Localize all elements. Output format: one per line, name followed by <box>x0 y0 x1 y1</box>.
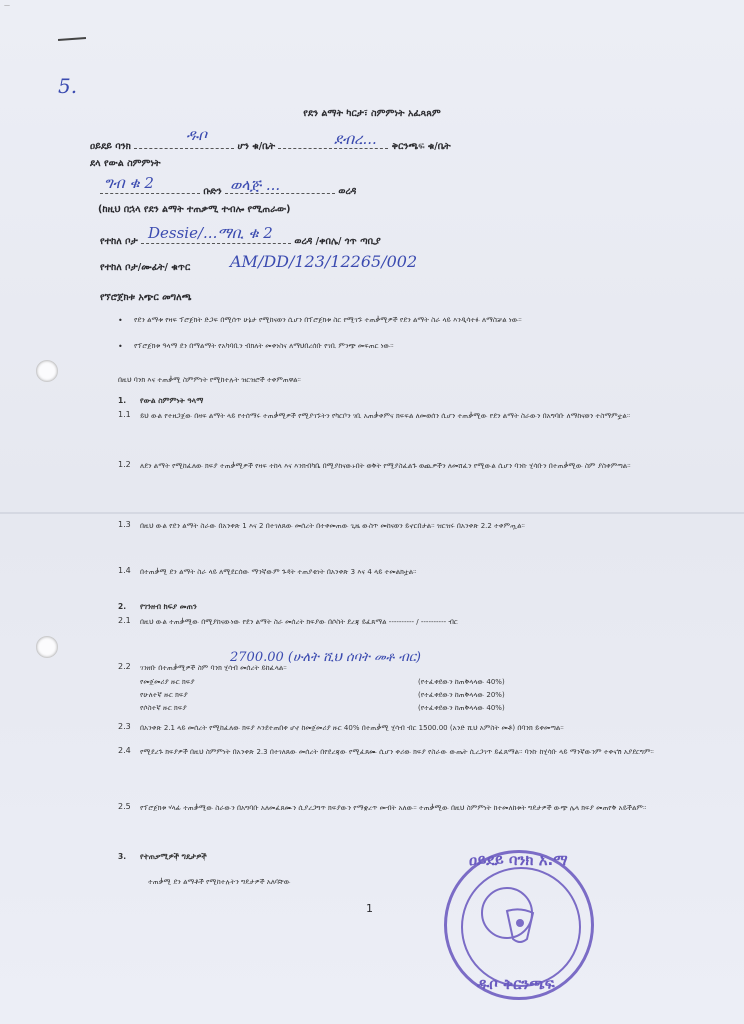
stamp-top-text: ዐይደይ ባንክ አ.ማ <box>469 851 568 869</box>
punch-hole <box>36 636 58 658</box>
document-page: — 5. የደን ልማት ካርታ፣ ስምምነት አፈጻጸም ዐይደይ ባንክ ሆን ቁ/ቤት ቅርንጫፍ ቁ/ቤት ዱቦ ደብረ... ደላ የውል ስምምነት ቡድን ወረዳ ግብ ቁ 2 ወላጅ ... (ከዚህ በኋላ የደን ልማት ተጠቃሚ ተብሎ የሚጠራው) የተከለ ቦታ ወረዳ /ቀበሌ/ ጎጥ ጣቢያ Dessie/...ማቢ ቁ 2 የተከለ ቦታ/ሙፊት/ ቁጥር AM/DD/123/12265/002 የኘሮጀክቱ አጭር መግለጫ • የደን ልማቱ የዛፍ ፕሮጀክት ድጋፍ በሚሰጥ ሁኔታ የሚከናወን ሲሆን በፕሮጀክቱ ስር የሚገኙ ተጠቃሚዎች የደን ልማት ስራ ላይ እንዲሳተፉ ለማስቻል ነው። • የፕሮጀክቱ ዓላማ ደን በማልማት የአካባቢን ብክለት መቀነስና ለማህበረሰቡ የገቢ ምንጭ መፍጠር ነው። በዚህ ባንክ እና ተጠቃሚ ስምምነት የሚከተሉት ዝርዝሮች ተቀምጠዋል። 1. የውል ስምምነት ዓላማ 1.1 ይህ ውል የተዘጋጀው በዛፍ ልማት ላይ የተሰማሩ ተጠቃሚዎች የሚያገኙትን የካርቦን ገቢ አጠቃቀምና ክፍፍል ለመወሰን ሲሆን ተጠቃሚው የደን ልማት ስራውን በአግባቡ ለማከናወን ተስማምቷል። 1.2 ለደን ልማት የሚከፈለው ክፍያ ተጠቃሚዎች የዛፍ ተከላ እና እንክብካቤ በሚያከናውኑበት ወቅት የሚያስፈልጉ ወጪዎችን ለመሸፈን የሚውል ሲሆን ባንኩ ሂሳቡን በተጠቃሚው ስም ያስቀምጣል። 1.3 በዚህ ውል የደን ልማት ስራው በአንቀጽ 1 እና 2 በተገለጸው መሰረት በተቀመጠው ጊዜ ውስጥ መከናወን ይኖርበታል። ዝርዝሩ በአንቀጽ 2.2 ተቀምጧል። 1.4 በተጠቃሚ ደን ልማት ስራ ላይ ለሚደርሰው ማንኛውም ጉዳት ተጠያቂነት በአንቀጽ 3 እና 4 ላይ ተመልክቷል። 2. የገንዘብ ክፍያ መጠን 2.1 በዚህ ውል ተጠቃሚው በሚያከናውነው የደን ልማት ስራ መሰረት ክፍያው በሶስት ደረጃ ይፈጸማል ---------- / ---------- ብር 2.2 ገንዘቡ በተጠቃሚዎች ስም ባንክ ሂሳብ መሰረት ይከፈላል። 2700.00 (ሁለት ሺህ ሰባት መቶ ብር) የመጀመሪያ ዙር ክፍያ (የተፈቀደውን ከጠቅላላው 40%) የሁለተኛ ዙር ክፍያ (የተፈቀደውን ከጠቅላላው 20%) የሶስተኛ ዙር ክፍያ (የተፈቀደውን ከጠቅላላው 40%) 2.3 በአንቀጽ 2.1 ላይ መሰረት የሚከፈለው ክፍያ እንደተጠበቀ ሆኖ ከመጀመሪያ ዙር 40% በተጠቃሚ ሂሳብ ብር 1500.00 (አንድ ሺህ አምስት መቶ) በባንክ ይቀመጣል። 2.4 የሚደረጉ ክፍያዎች በዚህ ስምምነት በአንቀጽ 2.3 በተገለጸው መሰረት በየደረጃው የሚፈጸሙ ሲሆን ቀሪው ክፍያ የስራው ውጤት ሲረጋገጥ ይፈጸማል። ባንኩ ከሂሳቡ ላይ ማንኛውንም ተቀናሽ አያደርግም። 2.5 የፕሮጀክቱ ሃላፊ ተጠቃሚው ስራውን በአግባቡ አለመፈጸሙን ሲያረጋግጥ ክፍያውን የማቋረጥ መብት አለው። ተጠቃሚው በዚህ ስምምነት ከተመለከቱት ግዴታዎች ውጭ ሌላ ክፍያ መጠየቅ አይችልም። 3. የተጠቃሚዎች ግዴታዎች ተጠቃሚ ደን ልማቶች የሚከተሉትን ግዴታዎች አለባቸው 1 ዐይደይ ባንክ አ.ማ ዱቦ ቅርንጫፍ <box>0 0 744 1024</box>
item-text: የሚደረጉ ክፍያዎች በዚህ ስምምነት በአንቀጽ 2.3 በተገለጸው መሰረት በየደረጃው የሚፈጸሙ ሲሆን ቀሪው ክፍያ የስራው ውጤት ሲረጋገጥ ይፈጸማል። ባንኩ ከሂሳቡ ላይ ማንኛውንም ተቀናሽ አያደርግም። <box>140 748 654 756</box>
item-text: በአንቀጽ 2.1 ላይ መሰረት የሚከፈለው ክፍያ እንደተጠበቀ ሆኖ ከመጀመሪያ ዙር 40% በተጠቃሚ ሂሳብ ብር 1500.00 (አንድ ሺህ አምስት መቶ) በባንክ ይቀመጣል። <box>140 724 564 732</box>
bank-stamp <box>444 850 594 1000</box>
location-suffix-label: ወረዳ /ቀበሌ/ ጎጥ ጣቢያ <box>294 236 381 247</box>
payment-label: የሶስተኛ ዙር ክፍያ <box>140 704 187 712</box>
payment-value: (የተፈቀደውን ከጠቅላላው 40%) <box>418 704 505 712</box>
bullet-text: የፕሮጀክቱ ዓላማ ደን በማልማት የአካባቢን ብክለት መቀነስና ለማህበረሰቡ የገቢ ምንጭ መፍጠር ነው። <box>134 342 394 350</box>
item-number: 1.1 <box>118 410 131 419</box>
handwritten-branch: ዱቦ <box>186 126 207 144</box>
item-heading: የገንዘብ ክፍያ መጠን <box>140 602 197 611</box>
group-label: ቡድን <box>203 186 222 197</box>
item-number: 1. <box>118 396 127 405</box>
scan-mark: — <box>4 2 10 9</box>
handwritten-id: AM/DD/123/12265/002 <box>230 252 418 271</box>
document-title: የደን ልማት ካርታ፣ ስምምነት አፈጻጸም <box>303 108 441 119</box>
stamp-bottom-text: ዱቦ ቅርንጫፍ <box>477 975 555 993</box>
item-text: በዚህ ውል የደን ልማት ስራው በአንቀጽ 1 እና 2 በተገለጸው መሰረት በተቀመጠው ጊዜ ውስጥ መከናወን ይኖርበታል። ዝርዝሩ በአንቀጽ 2.2 ተቀምጧል። <box>140 522 525 530</box>
intro-text: በዚህ ባንክ እና ተጠቃሚ ስምምነት የሚከተሉት ዝርዝሮች ተቀምጠዋል። <box>118 376 301 384</box>
handwritten-location: Dessie/...ማቢ ቁ 2 <box>148 224 273 242</box>
location-label: የተከለ ቦታ <box>100 236 138 247</box>
branch-office-label: ሆን ቁ/ቤት <box>237 141 276 152</box>
bank-line <box>90 140 451 152</box>
page-number: 1 <box>366 902 373 915</box>
item-number: 2.1 <box>118 616 131 625</box>
payment-value: (የተፈቀደውን ከጠቅላላው 20%) <box>418 691 505 699</box>
bullet-text: የደን ልማቱ የዛፍ ፕሮጀክት ድጋፍ በሚሰጥ ሁኔታ የሚከናወን ሲሆን በፕሮጀክቱ ስር የሚገኙ ተጠቃሚዎች የደን ልማት ስራ ላይ እንዲሳተፉ ለማስቻል ነው። <box>134 316 522 324</box>
item-heading: የውል ስምምነት ዓላማ <box>140 396 204 405</box>
item-number: 1.4 <box>118 566 131 575</box>
item-text: በተጠቃሚ ደን ልማት ስራ ላይ ለሚደርሰው ማንኛውም ጉዳት ተጠያቂነት በአንቀጽ 3 እና 4 ላይ ተመልክቷል። <box>140 568 417 576</box>
item-number: 1.2 <box>118 460 131 469</box>
closing-text: ተጠቃሚ ደን ልማቶች የሚከተሉትን ግዴታዎች አለባቸው <box>148 878 291 886</box>
item-number: 3. <box>118 852 127 861</box>
payment-label: የሁለተኛ ዙር ክፍያ <box>140 691 188 699</box>
beneficiary-note: (ከዚህ በኋላ የደን ልማት ተጠቃሚ ተብሎ የሚጠራው) <box>98 204 291 215</box>
item-text: በዚህ ውል ተጠቃሚው በሚያከናውነው የደን ልማት ስራ መሰረት ክፍያው በሶስት ደረጃ ይፈጸማል ---------- / ---------- ብር <box>140 618 458 626</box>
stamp-emblem-icon <box>499 905 541 947</box>
item-text: ይህ ውል የተዘጋጀው በዛፍ ልማት ላይ የተሰማሩ ተጠቃሚዎች የሚያገኙትን የካርቦን ገቢ አጠቃቀምና ክፍፍል ለመወሰን ሲሆን ተጠቃሚው የደን ልማት ስራውን በአግባቡ ለማከናወን ተስማምቷል። <box>140 412 631 420</box>
handwritten-group-name: ወላጅ ... <box>230 176 281 194</box>
margin-stroke <box>58 37 86 41</box>
section-title: የኘሮጀክቱ አጭር መግለጫ <box>100 292 192 303</box>
id-line <box>100 262 190 273</box>
punch-hole <box>36 360 58 382</box>
item-number: 2.3 <box>118 722 131 731</box>
handwritten-office: ደብረ... <box>334 130 377 148</box>
item-number: 2.5 <box>118 802 131 811</box>
agreement-label: ደላ የውል ስምምነት <box>90 158 161 169</box>
item-text: ለደን ልማት የሚከፈለው ክፍያ ተጠቃሚዎች የዛፍ ተከላ እና እንክብካቤ በሚያከናውኑበት ወቅት የሚያስፈልጉ ወጪዎችን ለመሸፈን የሚውል ሲሆን ባንኩ ሂሳቡን በተጠቃሚው ስም ያስቀምጣል። <box>140 462 631 470</box>
item-heading: የተጠቃሚዎች ግዴታዎች <box>140 852 207 861</box>
item-number: 2.2 <box>118 662 131 671</box>
branch-label: ቅርንጫፍ ቁ/ቤት <box>391 141 451 152</box>
item-number: 2.4 <box>118 746 131 755</box>
payment-value: (የተፈቀደውን ከጠቅላላው 40%) <box>418 678 505 686</box>
bank-label: ዐይደይ ባንክ <box>90 141 131 152</box>
handwritten-amount: 2700.00 (ሁለት ሺህ ሰባት መቶ ብር) <box>230 650 422 665</box>
payment-label: የመጀመሪያ ዙር ክፍያ <box>140 678 195 686</box>
handwritten-group: ግብ ቁ 2 <box>104 174 154 192</box>
fold-line <box>0 512 744 514</box>
id-label: የተከለ ቦታ/ሙፊት/ ቁጥር <box>100 262 191 273</box>
handwritten-page-mark: 5. <box>58 74 78 98</box>
item-number: 2. <box>118 602 127 611</box>
item-number: 1.3 <box>118 520 131 529</box>
item-text: የፕሮጀክቱ ሃላፊ ተጠቃሚው ስራውን በአግባቡ አለመፈጸሙን ሲያረጋግጥ ክፍያውን የማቋረጥ መብት አለው። ተጠቃሚው በዚህ ስምምነት ከተመለከቱት ግዴታዎች ውጭ ሌላ ክፍያ መጠየቅ አይችልም። <box>140 804 647 812</box>
item-text: ገንዘቡ በተጠቃሚዎች ስም ባንክ ሂሳብ መሰረት ይከፈላል። <box>140 664 287 672</box>
district-label: ወረዳ <box>338 186 357 197</box>
